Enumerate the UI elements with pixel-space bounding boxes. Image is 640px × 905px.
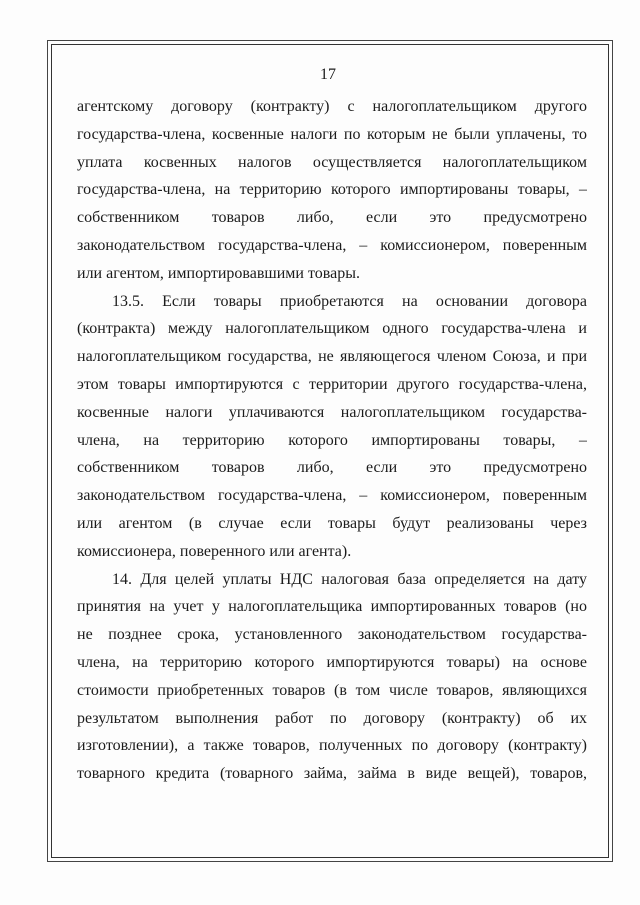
text-line: члена, на территорию которого импортированы товары, – [77,431,587,449]
text-line: уплата косвенных налогов осуществляется налогоплательщиком [77,153,587,171]
text-line: этом товары импортируются с территории другого государства-члена, [77,375,587,393]
text-line: товарного кредита (товарного займа, займа в виде вещей), товаров, [77,765,587,783]
paragraph-start-line: 13.5. Если товары приобретаются на основании договора [112,292,587,310]
text-line: собственником товаров либо, если это предусмотрено [77,209,587,227]
text-line: государства-члена, на территорию которого импортированы товары, – [77,181,587,199]
text-line: законодательством государства-члена, – комиссионером, поверенным [77,236,587,254]
text-line: стоимости приобретенных товаров (в том числе товаров, являющихся [77,681,587,699]
body-text [77,93,587,788]
text-line: (контракта) между налогоплательщиком одного государства-члена и [77,320,587,338]
text-line: или агентом (в случае если товары будут реализованы через [77,514,587,532]
text-line: косвенные налоги уплачиваются налогоплательщиком государства- [77,403,587,421]
text-line: изготовлении), а также товаров, полученных по договору (контракту) [77,737,587,755]
text-line: собственником товаров либо, если это предусмотрено [77,459,587,477]
text-line: или агентом, импортировавшими товары. [77,264,360,282]
text-line: результатом выполнения работ по договору (контракту) об их [77,709,587,727]
text-line: не позднее срока, установленного законодательством государства- [77,626,587,644]
text-line: принятия на учет у налогоплательщика импортированных товаров (но [77,598,587,616]
text-line: члена, на территорию которого импортируются товары) на основе [77,653,587,671]
paragraph-start-line: 14. Для целей уплаты НДС налоговая база определяется на дату [112,570,587,588]
text-line: государства-члена, косвенные налоги по которым не были уплачены, то [77,125,587,143]
text-line: налогоплательщиком государства, не являющегося членом Союза, и при [77,348,587,366]
text-line: законодательством государства-члена, – комиссионером, поверенным [77,487,587,505]
page-number: 17 [320,66,336,83]
text-line: агентскому договору (контракту) с налогоплательщиком другого [77,98,587,115]
text-line: комиссионера, поверенного или агента). [77,542,352,560]
